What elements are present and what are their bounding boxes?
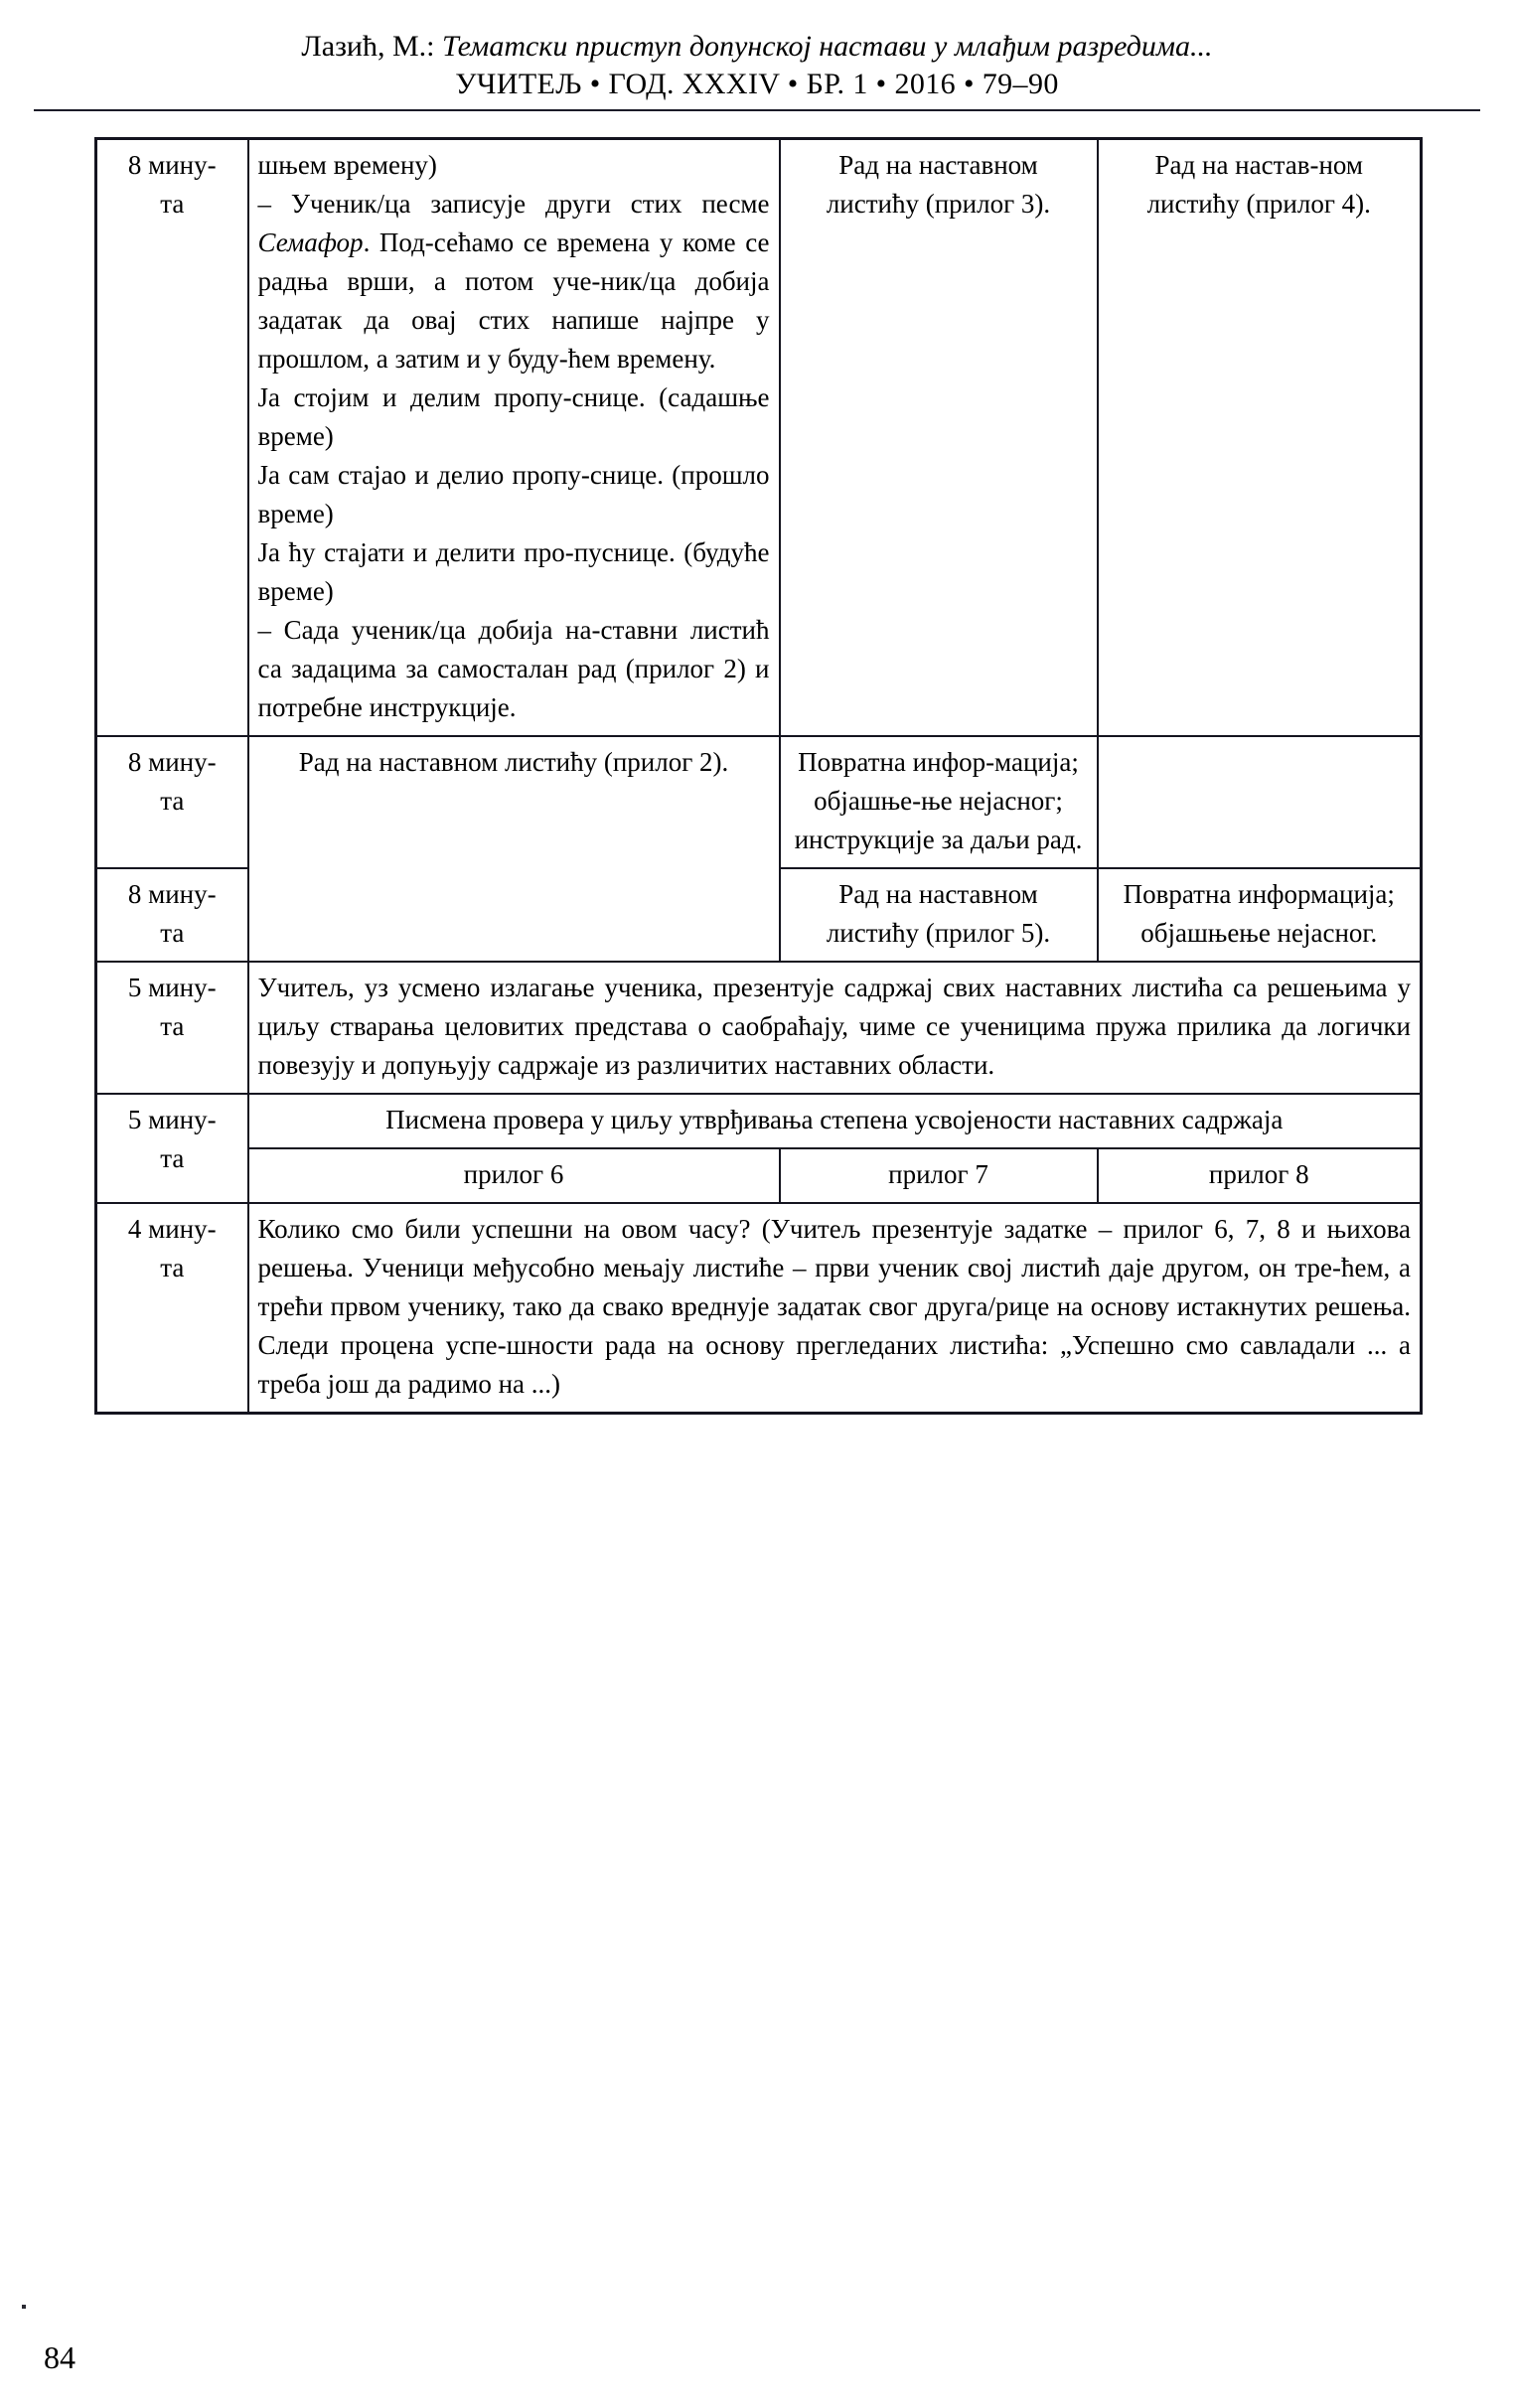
time-label-line2: та bbox=[160, 1011, 185, 1041]
example-past-tense: Ја сам стајао и делио пропу-снице. (прошло време) bbox=[257, 460, 770, 528]
activity-cell-group2: Рад на наставном листићу (прилог 3). bbox=[780, 139, 1098, 737]
table-row bbox=[96, 962, 1422, 1094]
activity-paragraph-2: – Сада ученик/ца добија на-ставни листић са задацима за самосталан рад (прилог 2) и потребне инструкције. bbox=[257, 615, 770, 722]
time-label-line2: та bbox=[160, 786, 185, 816]
page-number: 84 bbox=[44, 2339, 76, 2375]
poem-title: Семафор bbox=[257, 227, 364, 257]
running-head-title-line bbox=[0, 28, 1514, 66]
running-head-article-title: Тематски приступ допунској настави у млађим разредима... bbox=[442, 30, 1213, 63]
time-label-line1: 8 мину- bbox=[127, 747, 217, 777]
attachment-label-8: прилог 8 bbox=[1098, 1148, 1422, 1203]
activity-line-continuation: шњем времену) bbox=[257, 150, 437, 180]
time-cell bbox=[96, 1094, 248, 1203]
time-label-line2: та bbox=[160, 918, 185, 948]
table-row bbox=[96, 139, 1422, 737]
time-cell bbox=[96, 1203, 248, 1414]
running-head-journal-line: УЧИТЕЉ • ГОД. XXXIV • БР. 1 • 2016 • 79–90 bbox=[455, 68, 1059, 100]
time-label-line2: та bbox=[160, 1143, 185, 1173]
header-rule bbox=[34, 109, 1480, 111]
scan-artifact-dot bbox=[22, 2305, 26, 2309]
activity-cell-group3-empty bbox=[1098, 736, 1422, 868]
time-cell bbox=[96, 868, 248, 962]
running-head bbox=[0, 0, 1514, 103]
table-row bbox=[96, 1203, 1422, 1414]
activity-cell-wide: Колико смо били успешни на овом часу? (Учитељ презентује задатке – прилог 6, 7, 8 и њихова решења. Ученици међусобно мењају листиће – први ученик свој листић даје другом, он тре-ћем, а трећи првом ученику, тако да свако вреднује задатак свог друга/рице на основу истакнутих решења. Следи процена успе-шности рада на основу прегледаних листића: „Успешно смо савладали ... а треба још да радимо на ...) bbox=[248, 1203, 1422, 1414]
activity-cell-main bbox=[248, 139, 780, 737]
time-label-line1: 8 мину- bbox=[127, 879, 217, 909]
example-present-tense: Ја стојим и делим пропу-снице. (садашње време) bbox=[257, 382, 770, 451]
activity-cell-group3: Рад на настав-ном листићу (прилог 4). bbox=[1098, 139, 1422, 737]
time-label-line2: та bbox=[160, 1253, 185, 1282]
time-label-line1: 4 мину- bbox=[127, 1214, 217, 1244]
attachment-label-6: прилог 6 bbox=[248, 1148, 780, 1203]
activity-paragraph-1 bbox=[258, 185, 770, 378]
activity-paragraph-1-a: – Ученик/ца записује други стих песме bbox=[257, 189, 770, 219]
time-label-line2: та bbox=[160, 189, 185, 219]
running-head-author: Лазић, М.: bbox=[301, 30, 442, 63]
time-label-line1: 5 мину- bbox=[127, 1105, 217, 1134]
activity-cell-wide: Писмена провера у циљу утврђивања степена усвојености наставних садржаја bbox=[248, 1094, 1422, 1148]
time-label-line1: 5 мину- bbox=[127, 973, 217, 1002]
lesson-plan-table bbox=[94, 137, 1423, 1415]
activity-cell-group2: Рад на наставном листићу (прилог 5). bbox=[780, 868, 1098, 962]
table-row bbox=[96, 736, 1422, 868]
table-row bbox=[96, 1094, 1422, 1148]
activity-cell-group2: Повратна инфор-мација; објашње-ње нејасног; инструкције за даљи рад. bbox=[780, 736, 1098, 868]
time-cell bbox=[96, 736, 248, 868]
table-row bbox=[96, 1148, 1422, 1203]
activity-paragraph-1-b: . Под-сећамо се времена у коме се радња врши, а потом уче-ник/ца добија задатак да овај стих напише најпре у прошлом, а затим и у буду-ћем времену. bbox=[257, 227, 770, 374]
activity-cell-group3: Повратна информација; објашњење нејасног. bbox=[1098, 868, 1422, 962]
time-cell bbox=[96, 962, 248, 1094]
time-label-line1: 8 мину- bbox=[127, 150, 217, 180]
lesson-table-wrapper bbox=[94, 137, 1420, 1415]
activity-cell-main-merged: Рад на наставном листићу (прилог 2). bbox=[248, 736, 780, 962]
example-future-tense: Ја ћу стајати и делити про-пуснице. (будуће време) bbox=[257, 537, 770, 606]
time-cell bbox=[96, 139, 248, 737]
attachment-label-7: прилог 7 bbox=[780, 1148, 1098, 1203]
activity-cell-wide: Учитељ, уз усмено излагање ученика, презентује садржај свих наставних листића са решењима у циљу стварања целовитих представа о саобраћају, чиме се ученицима пружа прилика да логички повезују и допуњују садржаје из различитих наставних области. bbox=[248, 962, 1422, 1094]
